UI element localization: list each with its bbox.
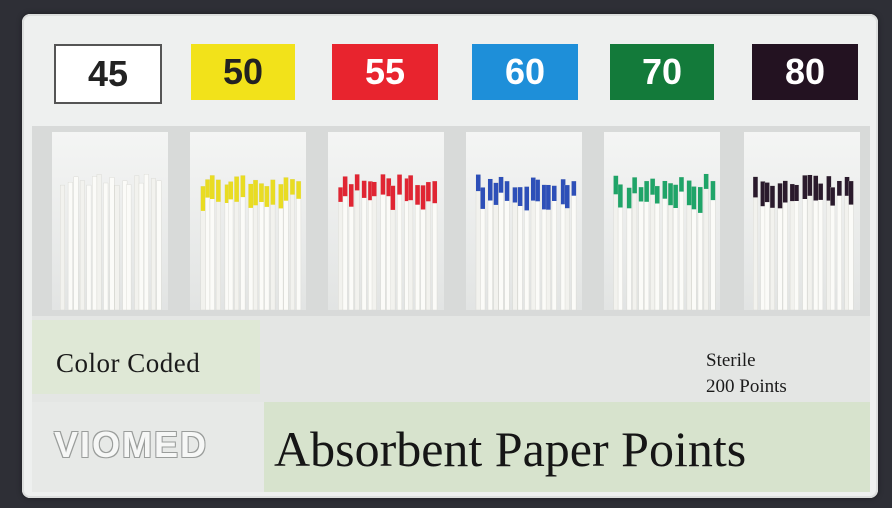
- paper-point: [290, 179, 295, 310]
- sterile-info: [706, 348, 787, 400]
- paper-point: [362, 181, 367, 310]
- size-label-55: 55: [332, 44, 438, 100]
- paper-points-70: [604, 132, 720, 310]
- size-label-50: 50: [191, 44, 295, 100]
- paper-point-color-tip: [397, 175, 402, 195]
- paper-point: [704, 174, 709, 310]
- paper-point-color-tip: [518, 187, 523, 206]
- paper-point: [837, 181, 842, 310]
- paper-point-color-tip: [259, 184, 264, 203]
- paper-point-color-tip: [698, 187, 703, 213]
- size-label-80: 80: [752, 44, 858, 100]
- paper-point: [229, 182, 234, 310]
- paper-point-color-tip: [565, 185, 570, 208]
- paper-point: [87, 185, 92, 310]
- paper-points-80: [744, 132, 860, 310]
- paper-point: [157, 181, 162, 310]
- paper-point-color-tip: [679, 177, 684, 191]
- paper-point: [80, 181, 85, 310]
- paper-point-color-tip: [818, 184, 823, 200]
- paper-point-color-tip: [201, 186, 206, 211]
- paper-point-color-tip: [561, 179, 566, 204]
- paper-point-color-tip: [488, 179, 493, 201]
- size-label-60: 60: [472, 44, 578, 100]
- paper-point-color-tip: [552, 186, 557, 201]
- paper-point-color-tip: [704, 174, 709, 189]
- sterile-text: Sterile: [706, 350, 756, 371]
- paper-point-color-tip: [692, 187, 697, 210]
- paper-point-color-tip: [284, 178, 289, 201]
- paper-point-color-tip: [253, 180, 257, 205]
- paper-point-color-tip: [803, 175, 808, 199]
- paper-point: [60, 185, 64, 310]
- paper-point: [97, 174, 102, 310]
- paper-point: [572, 181, 577, 310]
- paper-point-color-tip: [372, 182, 377, 196]
- paper-point: [296, 181, 301, 310]
- paper-point-color-tip: [687, 181, 692, 206]
- paper-point-color-tip: [205, 180, 210, 198]
- paper-point: [513, 187, 518, 310]
- paper-point-color-tip: [794, 185, 799, 201]
- paper-point: [387, 178, 392, 310]
- compartment-80: [744, 132, 860, 310]
- paper-point-color-tip: [279, 184, 284, 208]
- paper-point-color-tip: [783, 181, 788, 203]
- paper-point: [68, 182, 73, 310]
- paper-point: [650, 179, 655, 310]
- paper-point-color-tip: [808, 175, 813, 196]
- paper-point-color-tip: [673, 185, 678, 208]
- paper-point-color-tip: [655, 186, 660, 203]
- paper-points-60: [466, 132, 582, 310]
- paper-point-color-tip: [216, 180, 221, 202]
- paper-point-color-tip: [241, 176, 246, 198]
- paper-point-color-tip: [296, 181, 301, 199]
- paper-point: [135, 176, 140, 310]
- paper-point: [830, 187, 835, 310]
- paper-point: [818, 184, 823, 310]
- paper-point-color-tip: [476, 175, 481, 192]
- paper-point-color-tip: [542, 185, 547, 210]
- paper-point-color-tip: [290, 179, 295, 194]
- paper-point-color-tip: [433, 181, 438, 203]
- paper-point: [115, 185, 120, 310]
- paper-point: [205, 180, 210, 311]
- point-count-text: 200 Points: [706, 376, 787, 397]
- paper-point-color-tip: [535, 180, 540, 202]
- paper-point: [139, 183, 144, 310]
- paper-point-color-tip: [249, 184, 254, 208]
- paper-point: [343, 177, 348, 311]
- paper-point-color-tip: [387, 178, 392, 196]
- brand-panel: [32, 402, 264, 492]
- paper-point-color-tip: [381, 174, 386, 194]
- paper-point-color-tip: [753, 177, 758, 198]
- paper-point-color-tip: [837, 181, 842, 196]
- paper-point-color-tip: [421, 185, 426, 209]
- paper-point-color-tip: [849, 181, 854, 205]
- paper-point: [127, 185, 132, 311]
- paper-point: [679, 177, 684, 310]
- compartment-70: [604, 132, 720, 310]
- paper-point-color-tip: [391, 186, 396, 210]
- paper-point-color-tip: [513, 187, 518, 202]
- paper-point-color-tip: [668, 183, 673, 205]
- paper-point-color-tip: [525, 187, 530, 211]
- paper-point: [74, 177, 79, 310]
- compartment-60: [466, 132, 582, 310]
- paper-point: [476, 175, 481, 310]
- paper-point-color-tip: [778, 183, 783, 208]
- paper-point-color-tip: [644, 181, 649, 202]
- paper-point-color-tip: [481, 188, 486, 209]
- paper-point: [338, 187, 343, 310]
- paper-point-color-tip: [426, 182, 431, 201]
- compartments-tray: [32, 126, 870, 316]
- paper-point-color-tip: [765, 183, 770, 203]
- paper-point: [794, 185, 799, 310]
- compartment-55: [328, 132, 444, 310]
- paper-point-color-tip: [632, 177, 637, 193]
- paper-point-color-tip: [627, 188, 632, 209]
- paper-point: [397, 175, 402, 310]
- paper-point-color-tip: [546, 185, 551, 210]
- paper-point: [552, 186, 557, 310]
- paper-point-color-tip: [614, 176, 619, 195]
- paper-point: [655, 186, 660, 310]
- paper-point-color-tip: [210, 175, 215, 199]
- paper-point: [381, 174, 386, 310]
- title-panel: [264, 402, 870, 492]
- paper-point: [639, 187, 644, 310]
- paper-points-45: [52, 132, 168, 310]
- paper-point-color-tip: [415, 185, 420, 205]
- paper-point-color-tip: [531, 178, 536, 201]
- paper-point-color-tip: [229, 182, 234, 200]
- paper-point: [372, 182, 377, 310]
- paper-point-color-tip: [265, 186, 270, 207]
- paper-points-box: [22, 14, 878, 498]
- size-label-70: 70: [610, 44, 714, 100]
- paper-point-color-tip: [618, 185, 623, 208]
- paper-point: [92, 176, 97, 310]
- compartment-50: [190, 132, 306, 310]
- paper-point-color-tip: [355, 174, 360, 190]
- paper-point-color-tip: [814, 176, 819, 201]
- paper-point-color-tip: [639, 187, 644, 201]
- paper-point-color-tip: [338, 187, 343, 202]
- paper-point-color-tip: [770, 186, 775, 208]
- size-label-45: 45: [54, 44, 162, 104]
- brand-logo: VIOMED: [54, 424, 209, 465]
- paper-point: [499, 177, 504, 310]
- paper-points-50: [190, 132, 306, 310]
- paper-point-color-tip: [343, 177, 348, 197]
- paper-point-color-tip: [711, 181, 716, 200]
- paper-point-color-tip: [494, 183, 499, 205]
- size-labels-row: [22, 14, 878, 124]
- paper-point-color-tip: [572, 181, 577, 196]
- paper-point: [614, 176, 619, 310]
- color-coded-text: Color Coded: [56, 348, 201, 378]
- paper-point-color-tip: [650, 179, 655, 195]
- paper-point-color-tip: [830, 187, 835, 205]
- paper-point: [355, 174, 360, 310]
- paper-point-color-tip: [499, 177, 504, 193]
- paper-point-color-tip: [271, 180, 276, 205]
- compartment-45: [52, 132, 168, 310]
- paper-point: [104, 183, 109, 310]
- paper-point: [144, 174, 149, 310]
- paper-point-color-tip: [761, 182, 766, 207]
- paper-point: [790, 184, 795, 310]
- paper-point-color-tip: [790, 184, 795, 201]
- paper-point-color-tip: [362, 181, 367, 198]
- paper-point: [663, 181, 668, 310]
- paper-point-color-tip: [505, 181, 510, 201]
- paper-points-55: [328, 132, 444, 310]
- label-area: [32, 316, 870, 492]
- paper-point: [259, 184, 264, 311]
- color-coded-panel: [32, 320, 260, 394]
- paper-point-color-tip: [663, 181, 668, 199]
- paper-point-color-tip: [234, 177, 239, 202]
- paper-point: [151, 179, 156, 311]
- paper-point: [632, 177, 637, 310]
- product-title: Absorbent Paper Points: [274, 421, 747, 477]
- paper-point: [711, 181, 716, 310]
- paper-point: [110, 177, 115, 310]
- paper-point-color-tip: [349, 184, 354, 207]
- paper-point-color-tip: [408, 175, 413, 200]
